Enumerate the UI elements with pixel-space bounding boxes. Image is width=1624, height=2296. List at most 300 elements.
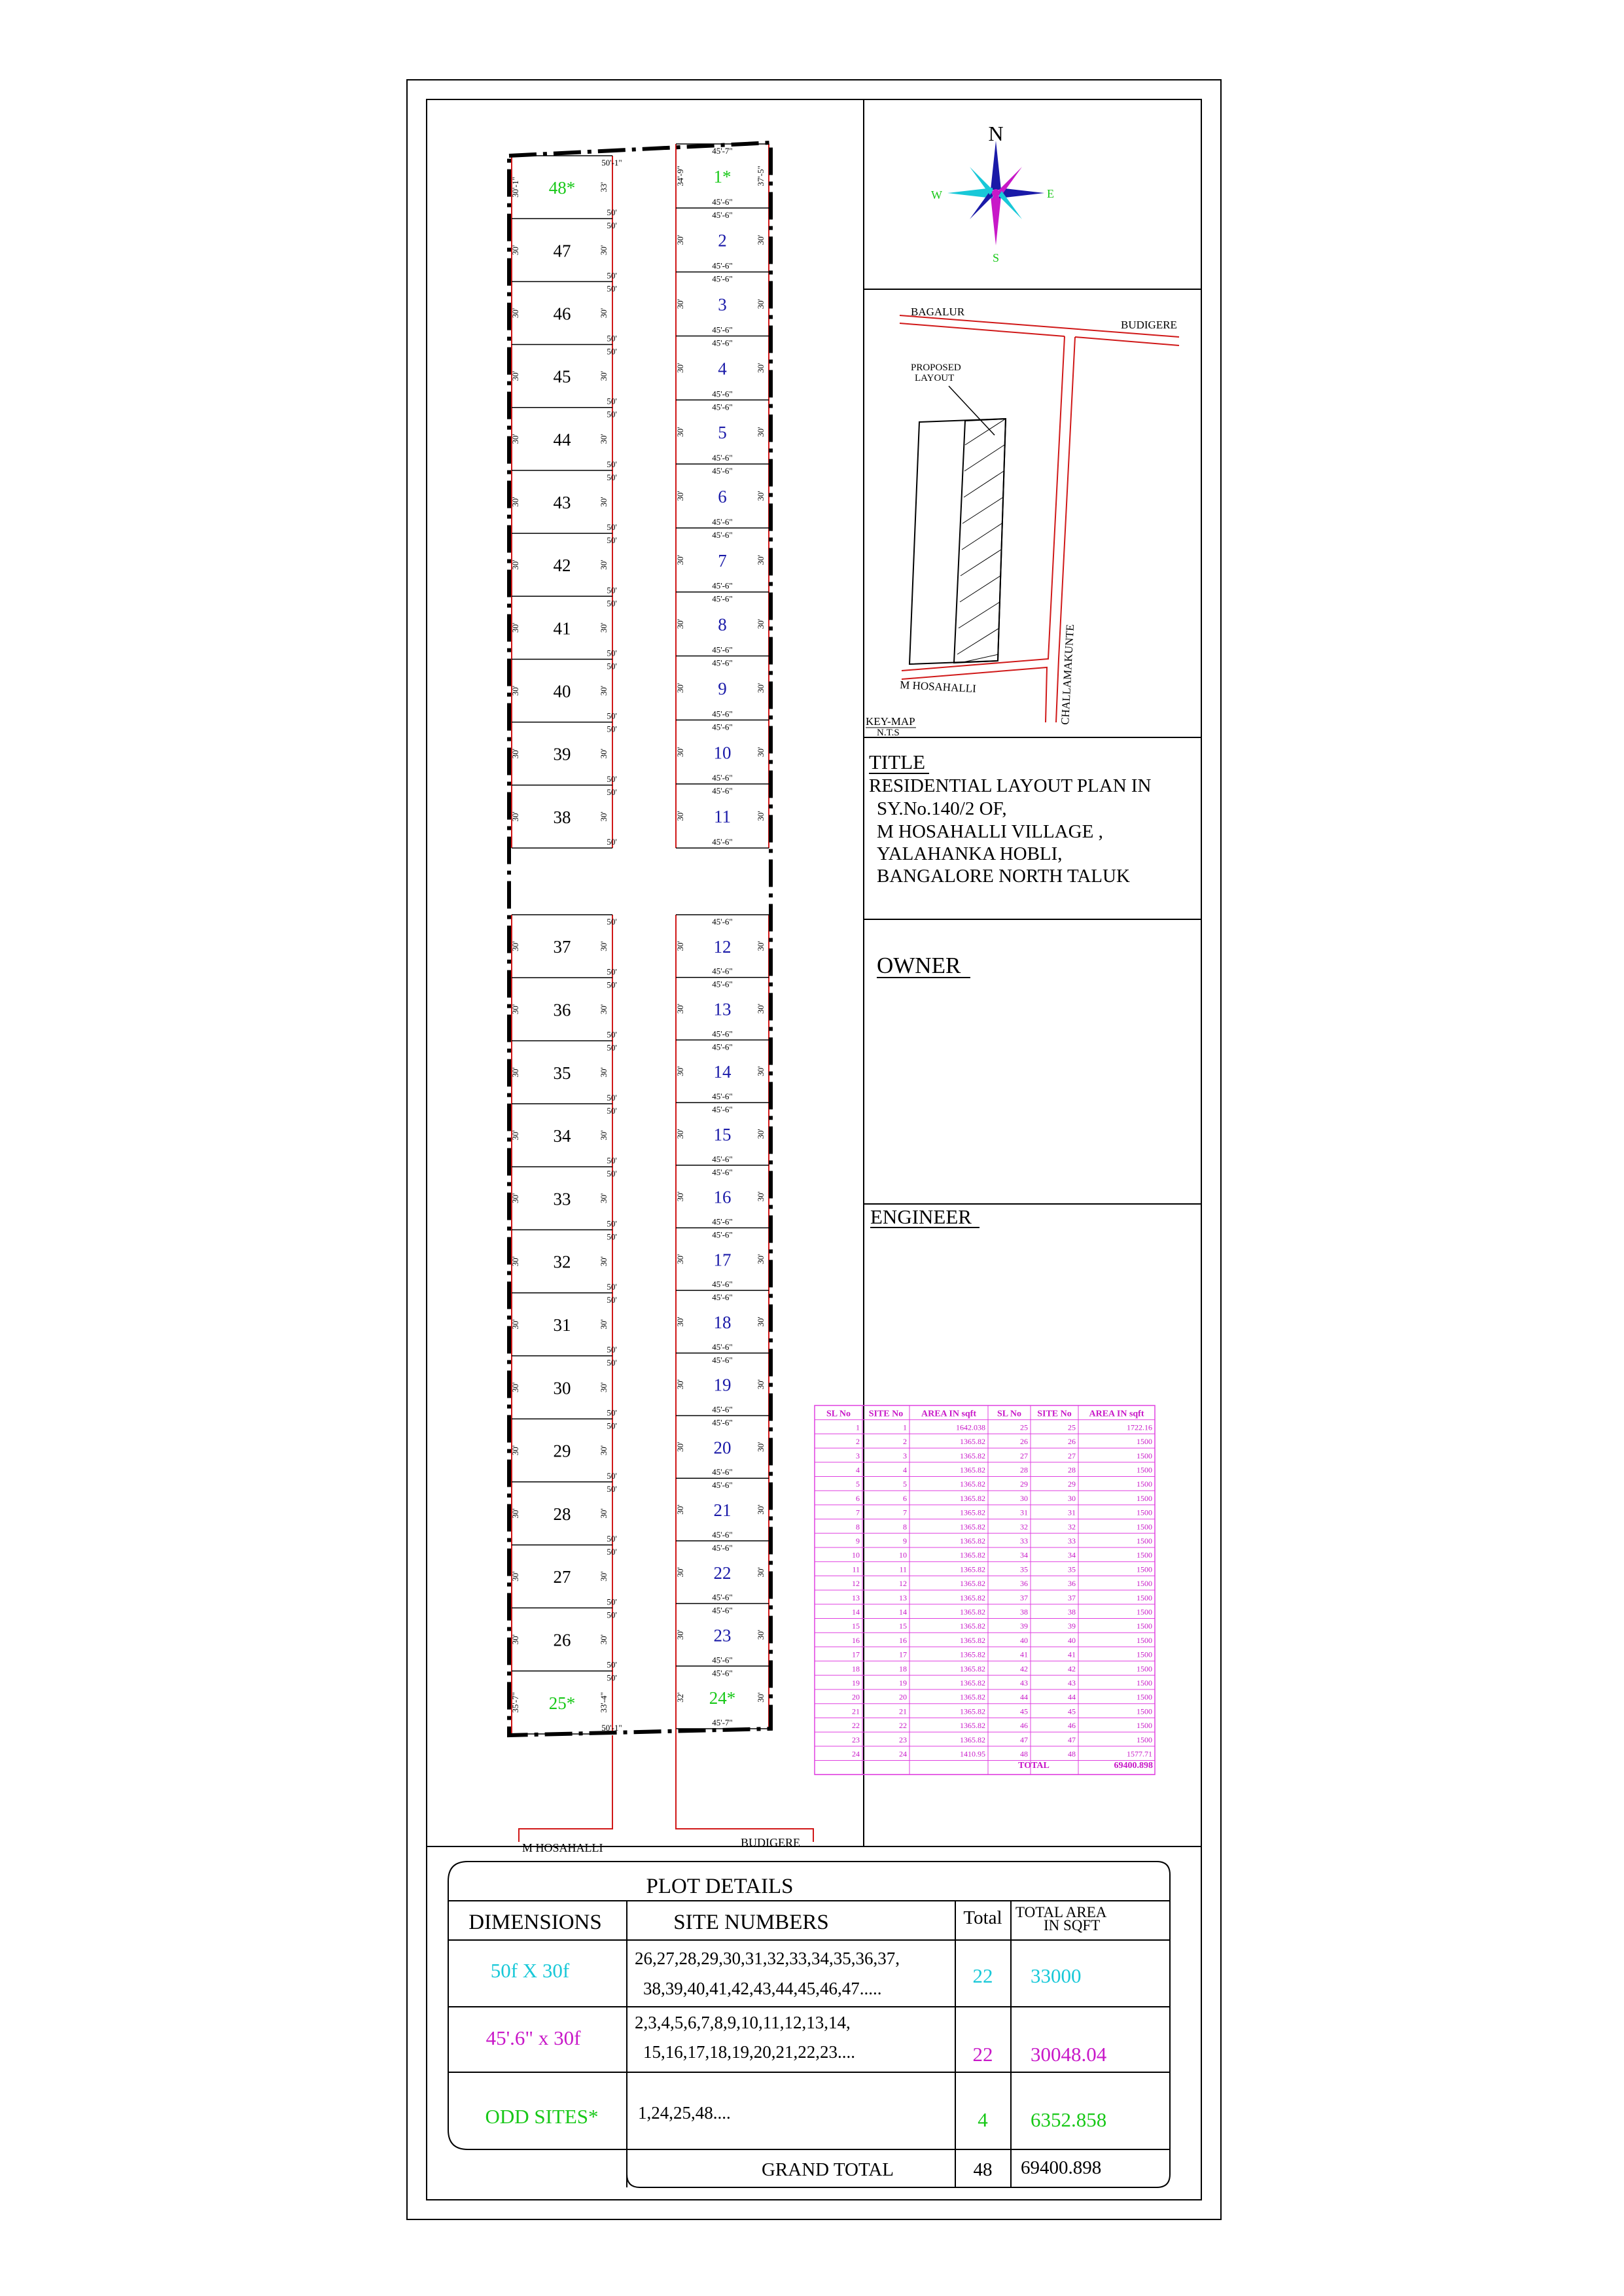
area-table-header: SL No — [826, 1409, 851, 1419]
area-table-cell: 1577.71 — [1127, 1749, 1152, 1759]
area-table-cell: 48 — [1068, 1749, 1076, 1759]
site-depth-dim: 30' — [756, 362, 766, 374]
site-width-dim: 50' — [607, 837, 617, 847]
bottom-road-outline — [519, 1729, 813, 1842]
site-depth-dim: 30' — [599, 1319, 609, 1330]
site-width-dim: 50' — [607, 724, 617, 734]
owner-block — [877, 953, 970, 978]
site-depth-dim: 34'-9" — [675, 166, 685, 186]
compass-e-label: E — [1047, 187, 1054, 200]
site-depth-dim: 30' — [756, 1254, 766, 1264]
pd-header-dimensions: DIMENSIONS — [468, 1911, 602, 1934]
area-table-total-value: 69400.898 — [1114, 1761, 1153, 1771]
site-depth-dim: 30' — [675, 1003, 685, 1014]
area-table-cell: 29 — [1068, 1479, 1076, 1489]
site-width-dim: 45'-6" — [712, 966, 733, 976]
area-table-cell: 18 — [899, 1664, 907, 1674]
area-table-cell: 1500 — [1137, 1664, 1152, 1674]
area-table-cell: 1365.82 — [960, 1735, 985, 1744]
site-depth-dim: 30' — [756, 682, 766, 694]
site-width-dim: 45'-6" — [712, 1592, 733, 1602]
pd-header-total: Total — [963, 1907, 1002, 1928]
site-width-dim: 45'-6" — [712, 1029, 733, 1039]
area-table-cell: 1500 — [1137, 1735, 1152, 1744]
site-width-dim: 50' — [607, 917, 617, 927]
site-width-dim: 50' — [607, 966, 617, 977]
area-table-cell: 22 — [899, 1721, 907, 1731]
site-width-dim: 50' — [607, 980, 617, 990]
site-depth-dim: 30' — [510, 245, 520, 255]
area-table-cell: 1365.82 — [960, 1664, 985, 1674]
pd-row1-area: 33000 — [1031, 1964, 1082, 1987]
keymap-label-challamakunte: CHALLAMAKUNTE — [1059, 624, 1077, 726]
pd-header-site-numbers: SITE NUMBERS — [673, 1911, 829, 1934]
site-width-dim: 45'-6" — [712, 979, 733, 989]
site-width-dim: 45'-6" — [712, 658, 733, 668]
site-number: 35 — [553, 1063, 571, 1083]
site-width-dim: 45'-6" — [712, 593, 733, 604]
site-width-dim: 45'-6" — [712, 1154, 733, 1164]
area-table-cell: 1365.82 — [960, 1678, 985, 1687]
site-width-dim: 45'-7" — [712, 1718, 733, 1727]
site-depth-dim: 30' — [510, 1193, 520, 1204]
site-width-dim: 50' — [607, 1534, 617, 1544]
site-number: 21 — [713, 1500, 732, 1521]
site-depth-dim: 30' — [675, 555, 685, 565]
site-depth-dim: 30' — [510, 308, 520, 319]
site-width-dim: 50' — [607, 1345, 617, 1355]
site-depth-dim: 30' — [599, 245, 609, 255]
site-width-dim: 50'-1" — [601, 1723, 622, 1733]
site-width-dim: 45'-6" — [712, 1279, 733, 1290]
site-depth-dim: 30' — [599, 622, 609, 633]
site-width-dim: 45'-6" — [712, 580, 733, 591]
site-number: 2 — [718, 230, 727, 251]
area-table-cell: 31 — [1020, 1508, 1028, 1517]
area-table-cell: 1500 — [1137, 1650, 1152, 1659]
area-table-cell: 22 — [852, 1721, 860, 1731]
site-number: 23 — [713, 1625, 732, 1646]
site-width-dim: 50' — [607, 535, 617, 546]
area-table-cell: 15 — [852, 1621, 860, 1631]
pd-grand-total-label: GRAND TOTAL — [761, 2159, 894, 2180]
area-table-cell: 1365.82 — [960, 1607, 985, 1617]
area-table-cell: 1365.82 — [960, 1479, 985, 1489]
area-table-total-label: TOTAL — [1018, 1761, 1050, 1771]
area-table-cell: 1365.82 — [960, 1706, 985, 1716]
site-width-dim: 50' — [607, 472, 617, 482]
pd-row1-total: 22 — [972, 1964, 993, 1987]
area-table-cell: 1500 — [1137, 1564, 1152, 1574]
site-area-table — [815, 1405, 1155, 1775]
area-table-cell: 5 — [903, 1479, 907, 1489]
site-width-dim: 45'-6" — [712, 722, 733, 732]
area-table-cell: 40 — [1068, 1635, 1076, 1645]
site-depth-dim: 30' — [756, 555, 766, 565]
sites-layer — [510, 144, 769, 1734]
road-label-m-hosahalli: M HOSAHALLI — [522, 1841, 603, 1854]
site-depth-dim: 30' — [756, 1441, 766, 1453]
inner-border — [427, 99, 1201, 2200]
title-line-3: M HOSAHALLI VILLAGE , — [877, 821, 1103, 842]
site-depth-dim: 30' — [510, 1130, 520, 1140]
site-depth-dim: 30' — [510, 1634, 520, 1645]
area-table-cell: 1365.82 — [960, 1508, 985, 1517]
area-table-cell: 33 — [1020, 1536, 1028, 1545]
area-table-cell: 1500 — [1137, 1522, 1152, 1532]
area-table-cell: 27 — [1068, 1451, 1076, 1460]
site-depth-dim: 30' — [675, 1441, 685, 1453]
site-depth-dim: 30' — [599, 559, 609, 570]
area-table-cell: 21 — [852, 1706, 860, 1716]
site-depth-dim: 30' — [756, 491, 766, 501]
area-table-cell: 28 — [1020, 1465, 1028, 1475]
site-depth-dim: 30' — [599, 308, 609, 319]
site-width-dim: 50' — [607, 396, 617, 406]
site-width-dim: 50' — [607, 773, 617, 784]
site-depth-dim: 30' — [675, 362, 685, 374]
site-width-dim: 50' — [607, 1169, 617, 1179]
site-width-dim: 45'-6" — [712, 529, 733, 540]
pd-header-area-1: TOTAL AREA — [1015, 1904, 1107, 1920]
site-width-dim: 50'-1" — [601, 158, 622, 168]
site-width-dim: 45'-6" — [712, 466, 733, 476]
site-depth-dim: 30' — [599, 1004, 609, 1015]
site-width-dim: 45'-6" — [712, 1480, 733, 1491]
site-depth-dim: 30' — [675, 1379, 685, 1390]
site-width-dim: 45'-6" — [712, 1467, 733, 1477]
area-table-cell: 1500 — [1137, 1550, 1152, 1560]
site-width-dim: 50' — [607, 346, 617, 357]
compass-s-label: S — [992, 251, 1000, 264]
area-table-cell: 24 — [852, 1749, 860, 1759]
keymap-road-top-inner-right — [1075, 337, 1179, 345]
site-depth-dim: 30' — [510, 622, 520, 633]
area-table-cell: 8 — [903, 1522, 907, 1532]
engineer-block — [870, 1205, 980, 1228]
area-table-cell: 14 — [852, 1607, 860, 1617]
site-width-dim: 45'-6" — [712, 1042, 733, 1052]
area-table-cell: 37 — [1020, 1593, 1028, 1602]
pd-row1-dim: 50f X 30f — [490, 1959, 570, 1982]
site-width-dim: 45'-6" — [712, 773, 733, 783]
site-depth-dim: 30' — [756, 1567, 766, 1578]
site-number: 16 — [713, 1187, 732, 1207]
area-table-cell: 1500 — [1137, 1536, 1152, 1545]
site-width-dim: 45'-6" — [712, 516, 733, 527]
site-width-dim: 45'-6" — [712, 645, 733, 655]
site-number: 33 — [553, 1189, 571, 1209]
area-table-cell: 4 — [856, 1465, 860, 1475]
site-width-dim: 50' — [607, 1156, 617, 1166]
area-table-cell: 36 — [1020, 1579, 1028, 1589]
site-width-dim: 50' — [607, 585, 617, 595]
site-number: 45 — [553, 366, 571, 387]
area-table-cell: 36 — [1068, 1579, 1076, 1589]
area-table-cell: 35 — [1020, 1564, 1028, 1574]
site-width-dim: 45'-6" — [712, 453, 733, 463]
area-table-cell: 47 — [1020, 1735, 1028, 1744]
site-depth-dim: 30' — [510, 1571, 520, 1581]
pd-row3-area: 6352.858 — [1031, 2108, 1107, 2131]
site-width-dim: 45'-6" — [712, 389, 733, 399]
area-table-cell: 47 — [1068, 1735, 1076, 1744]
compass-north-needle — [991, 141, 1001, 190]
site-depth-dim: 30' — [510, 434, 520, 444]
area-table-cell: 45 — [1068, 1706, 1076, 1716]
site-depth-dim: 30' — [756, 427, 766, 437]
area-table-cell: 16 — [852, 1635, 860, 1645]
site-depth-dim: 30' — [675, 747, 685, 757]
site-width-dim: 50' — [607, 409, 617, 419]
area-table-cell: 12 — [852, 1579, 860, 1589]
area-table-cell: 16 — [899, 1635, 907, 1645]
site-number: 25* — [548, 1693, 576, 1713]
site-depth-dim: 30' — [510, 941, 520, 951]
site-depth-dim: 30' — [675, 1129, 685, 1139]
keymap-title: KEY-MAP — [866, 715, 915, 728]
site-depth-dim: 30' — [756, 1066, 766, 1076]
area-table-cell: 28 — [1068, 1465, 1076, 1475]
area-table-cell: 1365.82 — [960, 1593, 985, 1602]
area-table-cell: 10 — [852, 1550, 860, 1560]
owner-heading: OWNER — [877, 953, 961, 978]
area-table-cell: 11 — [899, 1564, 907, 1574]
road-label-budigere: BUDIGERE — [741, 1836, 800, 1849]
area-table-cell: 1410.95 — [960, 1749, 985, 1759]
area-table-cell: 13 — [852, 1593, 860, 1602]
site-width-dim: 45'-6" — [712, 325, 733, 335]
site-number: 10 — [713, 743, 732, 763]
site-number: 27 — [553, 1567, 571, 1587]
site-number: 38 — [553, 807, 571, 827]
site-number: 30 — [553, 1378, 571, 1398]
area-table-cell: 1500 — [1137, 1607, 1152, 1617]
site-width-dim: 45'-6" — [712, 196, 733, 207]
title-line-1: RESIDENTIAL LAYOUT PLAN IN — [869, 775, 1152, 796]
compass-w-label: W — [931, 188, 942, 202]
area-table-header: AREA IN sqft — [921, 1409, 977, 1419]
site-width-dim: 45'-6" — [712, 209, 733, 220]
pd-row3-total: 4 — [978, 2108, 988, 2131]
pd-row1-sites-1: 26,27,28,29,30,31,32,33,34,35,36,37, — [635, 1949, 900, 1968]
area-table-cell: 7 — [903, 1508, 907, 1517]
area-table-cell: 3 — [856, 1451, 860, 1460]
area-table-cell: 11 — [852, 1564, 860, 1574]
keymap-label-proposed: PROPOSED — [911, 362, 961, 373]
site-width-dim: 45'-6" — [712, 1542, 733, 1553]
area-table-cell: 31 — [1068, 1508, 1076, 1517]
area-table-cell: 1365.82 — [960, 1493, 985, 1503]
area-table-cell: 14 — [899, 1607, 907, 1617]
site-number: 17 — [713, 1250, 732, 1270]
area-table-cell: 1365.82 — [960, 1721, 985, 1731]
site-width-dim: 50' — [607, 1092, 617, 1103]
keymap-label-bagalur: BAGALUR — [911, 306, 965, 318]
site-width-dim: 45'-6" — [712, 274, 733, 284]
site-depth-dim: 30' — [599, 497, 609, 507]
area-table-cell: 18 — [852, 1664, 860, 1674]
site-depth-dim: 30' — [599, 1445, 609, 1456]
site-depth-dim: 30' — [599, 1571, 609, 1581]
site-width-dim: 50' — [607, 1672, 617, 1683]
area-table-cell: 39 — [1020, 1621, 1028, 1631]
site-depth-dim: 30' — [510, 1004, 520, 1015]
area-table-cell: 46 — [1068, 1721, 1076, 1731]
area-table-cell: 1500 — [1137, 1579, 1152, 1589]
area-table-cell: 38 — [1020, 1607, 1028, 1617]
site-number: 9 — [718, 679, 727, 699]
area-table-cell: 1365.82 — [960, 1635, 985, 1645]
site-number: 11 — [714, 807, 731, 827]
area-table-cell: 12 — [899, 1579, 907, 1589]
site-depth-dim: 30' — [675, 1629, 685, 1640]
area-table-cell: 20 — [899, 1692, 907, 1702]
area-table-cell: 2 — [856, 1437, 860, 1447]
site-depth-dim: 35'-7" — [510, 1692, 520, 1713]
site-depth-dim: 30' — [510, 811, 520, 822]
area-table-cell: 32 — [1020, 1522, 1028, 1532]
site-depth-dim: 32' — [675, 1692, 685, 1703]
area-table-cell: 1500 — [1137, 1635, 1152, 1645]
property-boundary — [509, 143, 771, 1735]
area-table-cell: 1500 — [1137, 1621, 1152, 1631]
site-depth-dim: 30' — [756, 298, 766, 309]
area-table-cell: 4 — [903, 1465, 907, 1475]
site-width-dim: 50' — [607, 661, 617, 671]
area-table-cell: 2 — [903, 1437, 907, 1447]
site-depth-dim: 30' — [510, 749, 520, 759]
site-number: 24* — [709, 1688, 736, 1708]
site-depth-dim: 30' — [599, 749, 609, 759]
keymap-road-bottom — [899, 667, 1047, 722]
compass-center — [992, 189, 1000, 197]
site-depth-dim: 30' — [599, 1256, 609, 1267]
site-depth-dim: 30' — [756, 1191, 766, 1202]
site-width-dim: 50' — [607, 1610, 617, 1620]
keymap-label-layout: LAYOUT — [915, 373, 955, 383]
area-table-cell: 1365.82 — [960, 1437, 985, 1447]
area-table-cell: 17 — [899, 1650, 907, 1659]
site-number: 1* — [713, 166, 732, 186]
area-table-cell: 19 — [852, 1678, 860, 1687]
site-number: 12 — [713, 936, 732, 957]
site-number: 8 — [718, 614, 727, 635]
site-depth-dim: 30' — [599, 434, 609, 444]
pd-row2-sites-1: 2,3,4,5,6,7,8,9,10,11,12,13,14, — [635, 2013, 851, 2032]
area-table-cell: 1365.82 — [960, 1451, 985, 1460]
compass-n-label: N — [988, 122, 1004, 145]
site-width-dim: 45'-6" — [712, 1229, 733, 1240]
site-width-dim: 45'-6" — [712, 1091, 733, 1102]
pd-row2-dim: 45'.6" x 30f — [485, 2026, 581, 2049]
area-table-cell: 44 — [1020, 1692, 1028, 1702]
site-depth-dim: 30' — [510, 685, 520, 696]
site-depth-dim: 30' — [675, 682, 685, 694]
area-table-cell: 43 — [1068, 1678, 1076, 1687]
site-number: 3 — [718, 294, 727, 315]
title-line-2: SY.No.140/2 OF, — [877, 798, 1007, 819]
site-depth-dim: 30' — [599, 1193, 609, 1204]
site-number: 7 — [718, 550, 727, 571]
area-table-cell: 32 — [1068, 1522, 1076, 1532]
area-table-cell: 1365.82 — [960, 1522, 985, 1532]
area-table-header: SL No — [997, 1409, 1021, 1419]
title-heading: TITLE — [869, 751, 926, 773]
site-depth-dim: 30' — [675, 811, 685, 821]
site-depth-dim: 30' — [599, 1634, 609, 1645]
site-depth-dim: 30' — [510, 1319, 520, 1330]
site-depth-dim: 30' — [599, 1130, 609, 1140]
area-table-cell: 41 — [1068, 1650, 1076, 1659]
site-number: 46 — [553, 304, 571, 324]
area-table-header: AREA IN sqft — [1089, 1409, 1144, 1419]
area-table-cell: 1500 — [1137, 1493, 1152, 1503]
area-table-cell: 42 — [1020, 1664, 1028, 1674]
site-number: 47 — [553, 241, 571, 261]
site-depth-dim: 30' — [510, 559, 520, 570]
area-table-cell: 1500 — [1137, 1593, 1152, 1602]
compass-east-needle — [999, 188, 1044, 198]
site-width-dim: 45'-6" — [712, 260, 733, 271]
pd-grand-total-area: 69400.898 — [1021, 2157, 1102, 2178]
site-depth-dim: 30' — [510, 497, 520, 507]
site-number: 42 — [553, 556, 571, 576]
pd-header-area-2: IN SQFT — [1044, 1917, 1101, 1934]
site-width-dim: 45'-6" — [712, 1354, 733, 1365]
site-number: 36 — [553, 1000, 571, 1020]
site-number: 29 — [553, 1441, 571, 1461]
site-width-dim: 45'-6" — [712, 1668, 733, 1678]
site-number: 19 — [713, 1375, 732, 1395]
site-width-dim: 45'-6" — [712, 917, 733, 927]
site-depth-dim: 30' — [510, 1508, 520, 1519]
site-number: 26 — [553, 1630, 571, 1650]
site-number: 39 — [553, 744, 571, 764]
area-table-cell: 1642.038 — [956, 1422, 985, 1432]
site-width-dim: 45'-6" — [712, 1605, 733, 1616]
area-table-cell: 48 — [1020, 1749, 1028, 1759]
pd-title: PLOT DETAILS — [646, 1875, 794, 1898]
site-number: 41 — [553, 618, 571, 639]
site-width-dim: 45'-6" — [712, 1167, 733, 1177]
site-depth-dim: 37'-5" — [756, 166, 766, 186]
site-width-dim: 50' — [607, 522, 617, 533]
site-width-dim: 45'-6" — [712, 837, 733, 847]
site-depth-dim: 30' — [756, 1129, 766, 1139]
area-table-cell: 30 — [1020, 1493, 1028, 1503]
area-table-cell: 23 — [899, 1735, 907, 1744]
area-table-cell: 38 — [1068, 1607, 1076, 1617]
site-depth-dim: 30' — [756, 1316, 766, 1327]
site-depth-dim: 30' — [510, 1067, 520, 1078]
area-table-cell: 1365.82 — [960, 1621, 985, 1631]
area-table-cell: 15 — [899, 1621, 907, 1631]
area-table-cell: 13 — [899, 1593, 907, 1602]
site-width-dim: 50' — [607, 1547, 617, 1557]
site-width-dim: 50' — [607, 598, 617, 609]
area-table-cell: 30 — [1068, 1493, 1076, 1503]
site-width-dim: 45'-6" — [712, 1655, 733, 1665]
site-number: 34 — [553, 1126, 571, 1146]
site-depth-dim: 30' — [675, 1254, 685, 1264]
area-table-cell: 43 — [1020, 1678, 1028, 1687]
keymap-leader-line — [949, 386, 995, 435]
site-depth-dim: 30' — [510, 1382, 520, 1392]
site-depth-dim: 30' — [756, 618, 766, 629]
area-table-cell: 34 — [1020, 1550, 1028, 1560]
site-width-dim: 45'-6" — [712, 709, 733, 719]
